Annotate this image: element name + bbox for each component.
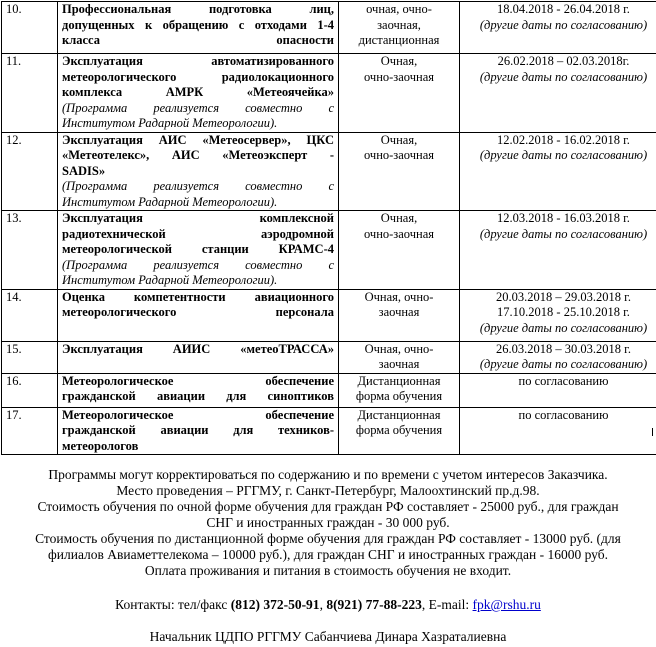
study-form-line: дистанционная: [358, 33, 440, 47]
footer-line-4: СНГ и иностранных граждан - 30 000 руб.: [206, 515, 450, 530]
row-number: 11.: [2, 54, 58, 133]
alternative-dates-note: (другие даты по согласованию): [479, 226, 648, 241]
program-title-line: SADIS»: [62, 163, 106, 178]
program-cell: [58, 341, 339, 373]
program-title-line: Эксплуатация комплексной: [62, 211, 334, 225]
dates-cell: [460, 407, 656, 455]
chief-signature-line: Начальник ЦДПО РГГМУ Сабанчиева Динара Хазраталиевна: [149, 629, 507, 644]
footer-line-1: Программы могут корректироваться по содержанию и по времени с учетом интересов Заказчика.: [48, 467, 608, 482]
footer-line-2: Место проведения – РГГМУ, г. Санкт-Петербург, Малоохтинский пр.д.98.: [116, 483, 540, 498]
program-title-line: класса опасности: [62, 33, 334, 47]
table-row: [2, 289, 656, 341]
dates-cell: [460, 289, 656, 341]
program-cell: [58, 211, 339, 290]
row-number: 12.: [2, 132, 58, 211]
dates-cell: [460, 132, 656, 211]
table-row: [2, 54, 656, 133]
phone-primary: (812) 372-50-91: [230, 597, 320, 612]
table-row: [2, 2, 656, 54]
program-title-line: гражданской авиации для синоптиков: [62, 389, 334, 403]
program-cell: [58, 407, 339, 455]
study-form-cell: [339, 289, 460, 341]
row-number: 16.: [2, 373, 58, 407]
study-form-line: Очная,: [380, 211, 418, 225]
study-form-line: Очная, очно-: [364, 289, 434, 304]
study-form-cell: [339, 54, 460, 133]
program-cell: [58, 289, 339, 341]
contacts-label: Контакты: тел/факс: [115, 597, 231, 612]
schedule-table: [1, 1, 656, 455]
study-form-cell: [339, 211, 460, 290]
phone-mobile: 8(921) 77-88-223: [326, 597, 422, 612]
dates-cell: [460, 211, 656, 290]
study-form-line: Дистанционная: [357, 373, 441, 388]
program-title-line: «Метеотелекс», АИС «Метеоэксперт -: [62, 148, 334, 162]
study-form-cell: [339, 2, 460, 54]
row-number: 14.: [2, 289, 58, 341]
study-form-cell: [339, 341, 460, 373]
program-cell: [58, 132, 339, 211]
study-form-line: Очная, очно-: [364, 341, 434, 356]
program-title-line: допущенных к обращению с отходами 1-4: [62, 17, 334, 32]
program-cell: [58, 54, 339, 133]
program-title-line: метеорологического персонала: [62, 305, 334, 319]
study-form-line: заочная: [378, 357, 420, 371]
program-title-line: Профессиональная подготовка лиц,: [62, 2, 334, 16]
dates-cell: [460, 54, 656, 133]
alternative-dates-note: (другие даты по согласованию): [479, 320, 648, 335]
study-form-line: очно-заочная: [363, 148, 434, 162]
table-row: [2, 341, 656, 373]
row-number: 13.: [2, 211, 58, 290]
study-form-cell: [339, 132, 460, 211]
program-note-line: Институтом Радарной Метеорологии).: [62, 194, 278, 209]
footer-line-3: Стоимость обучения по очной форме обучения для граждан РФ составляет - 25000 руб., для граждан: [37, 499, 619, 514]
footer-line-5: Стоимость обучения по дистанционной форме обучения для граждан РФ составляет - 13000 руб. (для: [35, 531, 621, 546]
row-number: 17.: [2, 407, 58, 455]
phone-separator: ,: [319, 597, 327, 612]
program-title-line: Эксплуатация АИС «Метеосервер», ЦКС: [62, 132, 334, 147]
alternative-dates-note: (другие даты по согласованию): [479, 357, 648, 371]
study-form-cell: [339, 407, 460, 455]
study-form-line: очно-заочная: [363, 226, 434, 241]
row-number: 10.: [2, 2, 58, 54]
program-title-line: Метеорологическое обеспечение: [62, 373, 334, 388]
program-cell: [58, 373, 339, 407]
date-range: по согласованию: [518, 407, 609, 422]
program-title-line: Эксплуатация автоматизированного: [62, 54, 334, 68]
date-range: 12.02.2018 - 16.02.2018 г.: [497, 132, 630, 147]
program-title-line: метеорологической станции КРАМС-4: [62, 242, 334, 256]
email-link[interactable]: fpk@rshu.ru: [472, 597, 541, 612]
date-range: 12.03.2018 - 16.03.2018 г.: [497, 211, 630, 225]
row-number: 15.: [2, 341, 58, 373]
study-form-line: Очная,: [380, 54, 418, 68]
study-form-line: заочная,: [377, 17, 421, 32]
email-label: , E-mail:: [421, 597, 473, 612]
table-row: [2, 132, 656, 211]
program-title-line: Метеорологическое обеспечение: [62, 407, 334, 422]
date-range: 20.03.2018 – 29.03.2018 г.: [496, 289, 631, 304]
study-form-line: очная, очно-: [366, 2, 432, 16]
study-form-line: Дистанционная: [357, 407, 441, 422]
program-note-line: (Программа реализуется совместно с: [62, 179, 334, 193]
alternative-dates-note: (другие даты по согласованию): [479, 69, 648, 84]
contacts-line: [0, 596, 656, 615]
program-note-line: (Программа реализуется совместно с: [62, 100, 334, 115]
program-cell: [58, 2, 339, 54]
table-row: [2, 211, 656, 290]
alternative-dates-note: (другие даты по согласованию): [479, 17, 648, 32]
dates-cell: [460, 2, 656, 54]
dates-cell: [460, 341, 656, 373]
date-range: 26.03.2018 – 30.03.2018 г.: [496, 341, 631, 356]
dates-cell: [460, 373, 656, 407]
table-row: [2, 407, 656, 455]
program-title-line: метеорологического радиолокационного: [62, 69, 334, 84]
program-note-line: (Программа реализуется совместно с: [62, 257, 334, 272]
program-title-line: Оценка компетентности авиационного: [62, 289, 334, 304]
program-note-line: Институтом Радарной Метеорологии).: [62, 273, 278, 287]
schedule-body: [2, 2, 656, 455]
study-form-cell: [339, 373, 460, 407]
table-row: [2, 373, 656, 407]
program-title-line: гражданской авиации для техников-: [62, 423, 334, 437]
date-range: 26.02.2018 – 02.03.2018г.: [497, 54, 630, 68]
study-form-line: заочная: [378, 305, 420, 319]
program-title-line: радиотехнической аэродромной: [62, 226, 334, 241]
program-note-line: Институтом Радарной Метеорологии).: [62, 116, 278, 130]
date-range: 17.10.2018 - 25.10.2018 г.: [497, 305, 630, 319]
program-title-line: Эксплуатация АИИС «метеоТРАССА»: [62, 341, 334, 356]
footer-line-7: Оплата проживания и питания в стоимость обучения не входит.: [144, 563, 512, 578]
study-form-line: форма обучения: [355, 389, 443, 403]
study-form-line: Очная,: [380, 132, 418, 147]
footer-line-6: филиалов Авиаметтелекома – 10000 руб.), для граждан СНГ и иностранных граждан - 16000 руб.: [48, 547, 608, 562]
date-range: по согласованию: [518, 373, 609, 388]
alternative-dates-note: (другие даты по согласованию): [479, 148, 648, 162]
study-form-line: очно-заочная: [363, 69, 434, 84]
study-form-line: форма обучения: [355, 423, 443, 437]
table-edge-mark: [652, 428, 653, 436]
date-range: 18.04.2018 - 26.04.2018 г.: [497, 2, 630, 16]
program-title-line: комплекса АМРК «Метеоячейка»: [62, 85, 334, 99]
program-title-line: метеорологов: [62, 438, 139, 453]
